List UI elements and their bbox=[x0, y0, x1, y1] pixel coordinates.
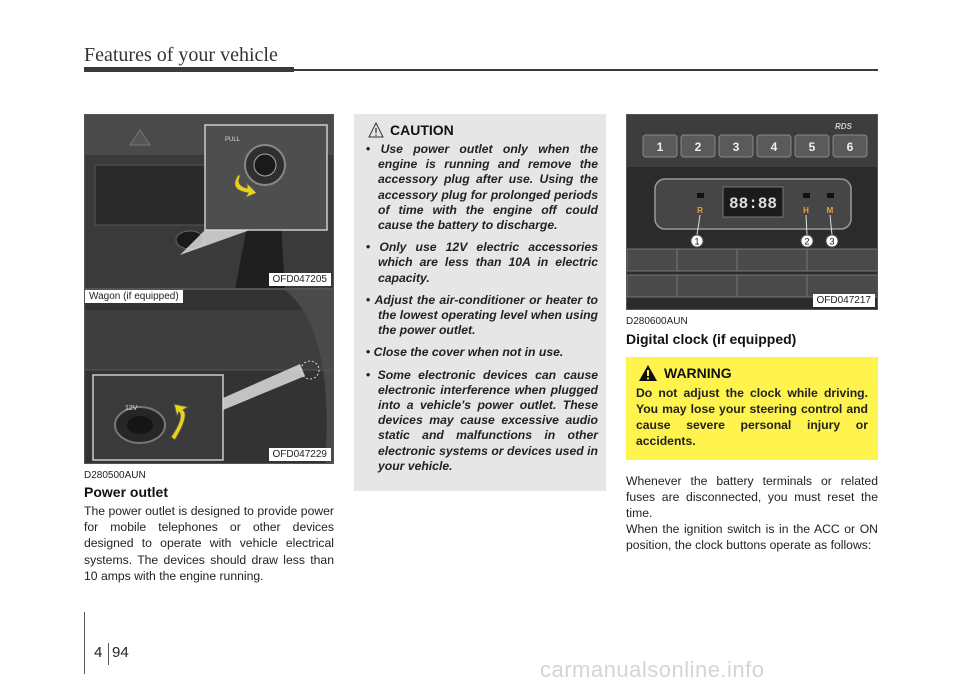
header-rule-thin bbox=[294, 69, 878, 71]
preset-label: 1 bbox=[656, 140, 664, 154]
preset-label: 2 bbox=[694, 140, 702, 154]
caution-item: • Some electronic devices can cause electronic interference when plugged into a vehicle's power outlet. These devices may cause excessive audio static and malfunctions in other electronic systems or devices used in your vehicle. bbox=[366, 368, 598, 474]
wagon-outlet-photo bbox=[84, 289, 334, 464]
warning-title bbox=[664, 365, 868, 381]
clock-r-button[interactable] bbox=[697, 193, 704, 198]
photo-code: OFD047205 bbox=[269, 273, 331, 286]
caution-item: • Close the cover when not in use. bbox=[366, 345, 598, 360]
warning-text: Do not adjust the clock while driving. You may lose your steering control and cause severe personal injury or accidents. bbox=[636, 386, 868, 448]
body-paragraph: When the ignition switch is in the ACC or ON position, the clock buttons operate as follows: bbox=[626, 522, 878, 553]
photo-code: OFD047217 bbox=[813, 294, 875, 307]
rds-logo: RDS bbox=[835, 122, 852, 131]
warning-title-text: WARNING bbox=[664, 365, 732, 381]
section-title: Power outlet bbox=[84, 484, 169, 500]
power-outlet-photo bbox=[84, 114, 334, 289]
clock-h-button[interactable] bbox=[803, 193, 810, 198]
photo-code: OFD047229 bbox=[269, 448, 331, 461]
plug-label: 12V bbox=[125, 405, 138, 412]
preset-label: 4 bbox=[770, 140, 778, 154]
preset-label: 6 bbox=[846, 140, 854, 154]
caution-title-text: CAUTION bbox=[390, 122, 454, 138]
caution-box bbox=[354, 114, 606, 491]
section-id: D280600AUN bbox=[626, 316, 688, 327]
body-paragraph: Whenever the battery terminals or related fuses are disconnected, you must reset the time. bbox=[626, 474, 878, 521]
caution-list bbox=[366, 142, 598, 474]
preset-label: 3 bbox=[732, 140, 740, 154]
console-illustration bbox=[85, 115, 334, 289]
section-title: Digital clock (if equipped) bbox=[626, 331, 797, 347]
caution-item: • Only use 12V electric accessories which are less than 10A in electric capacity. bbox=[366, 240, 598, 286]
clock-panel-photo bbox=[626, 114, 878, 310]
caution-title bbox=[390, 122, 598, 138]
cargo-illustration bbox=[85, 290, 334, 464]
page-separator bbox=[108, 643, 109, 665]
callout-number: 1 bbox=[694, 236, 700, 247]
warning-triangle-icon bbox=[638, 364, 658, 382]
clock-m-button[interactable] bbox=[827, 193, 834, 198]
clock-button-label: M bbox=[826, 206, 834, 215]
svg-text:PULL: PULL bbox=[225, 137, 241, 143]
header-rule bbox=[84, 67, 294, 72]
caution-triangle-icon bbox=[368, 122, 384, 138]
body-paragraph: The power outlet is designed to provide power for mobile telephones or other devices designed to operate with vehicle electrical systems. The devices should draw less than 10 amps with the engine running. bbox=[84, 504, 334, 583]
chapter-number: 4 bbox=[94, 644, 103, 661]
caution-item: • Use power outlet only when the engine is running and remove the accessory plug after use. Using the accessory plug for prolonged periods of time with the engine off could cause the battery to discharge. bbox=[366, 142, 598, 233]
clock-digits: 88:88 bbox=[728, 195, 778, 213]
page-header-title: Features of your vehicle bbox=[84, 44, 278, 66]
clock-panel-illustration bbox=[627, 115, 878, 310]
warning-box bbox=[626, 357, 878, 460]
watermark: carmanualsonline.info bbox=[540, 657, 765, 682]
photo-label: Wagon (if equipped) bbox=[85, 290, 183, 303]
page-number: 94 bbox=[112, 644, 129, 661]
preset-label: 5 bbox=[808, 140, 816, 154]
caution-item: • Adjust the air-conditioner or heater to the lowest operating level when using the power outlet. bbox=[366, 293, 598, 339]
clock-button-label: H bbox=[803, 206, 809, 215]
footer-vertical-rule bbox=[84, 612, 85, 674]
callout-number: 3 bbox=[829, 236, 835, 247]
callout-number: 2 bbox=[804, 236, 810, 247]
section-id: D280500AUN bbox=[84, 470, 146, 481]
clock-button-label: R bbox=[697, 206, 703, 215]
